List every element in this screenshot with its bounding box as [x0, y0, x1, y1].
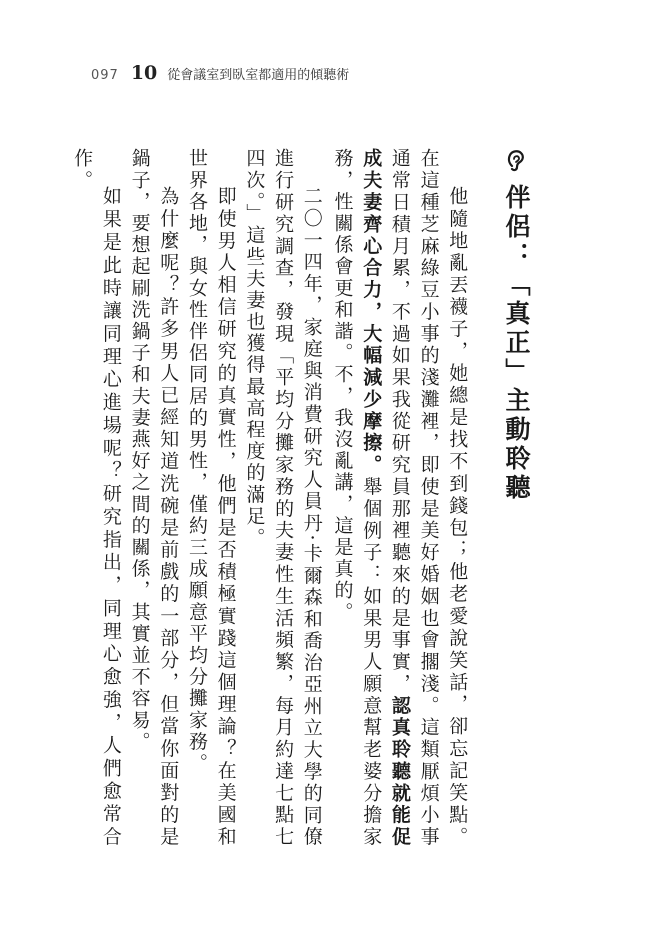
- running-header: [91, 62, 349, 88]
- paragraph-1: [328, 148, 472, 848]
- paragraph-5: 如果是此時讓同理心進場呢？研究指出，同理心愈強，人們愈常合作。: [71, 148, 122, 848]
- page-number: 097: [91, 68, 119, 83]
- paragraph-1-text-a: 他隨地亂丟襪子，她總是找不到錢包；他老愛說笑話，卻忘記笑點。在這種芝麻綠豆小事的淺灘裡，即使是美好婚姻也會擱淺。這類厭煩小事通常日積月累，不過如果我從研究員那裡聽來的是事實，: [388, 148, 469, 848]
- paragraph-4: 為什麼呢？許多男人已經知道洗碗是前戲的一部分，但當你面對的是鍋子，要想起刷洗鍋子和夫妻燕好之間的關係，其實並不容易。: [128, 148, 180, 848]
- paragraph-1-text-b: 舉個例子：如果男人願意幫老婆分擔家務，性關係會更和諧。不，我沒亂講，這是真的。: [331, 148, 383, 849]
- chapter-title: 從會議室到臥室都適用的傾聽術: [167, 68, 350, 83]
- paragraph-3: 即使男人相信研究的真實性，他們是否積極實踐這個理論？在美國和世界各地，與女性伴侶同居的男性，僅約三成願意平均分攤家務。: [185, 148, 237, 848]
- paragraph-2: 二〇一四年，家庭與消費研究人員丹·卡爾森和喬治亞州立大學的同僚進行研究調查，發現「平均分攤家務的夫妻性生活頻繁，每月約達七點七四次。」這些夫妻也獲得最高程度的滿足。: [243, 148, 323, 848]
- section-heading: [501, 148, 530, 848]
- section-heading-text: 伴侶：「真正」主動聆聽: [502, 184, 531, 503]
- page-body: [71, 148, 531, 849]
- ear-icon: [503, 148, 529, 174]
- chapter-number: 10: [130, 62, 158, 84]
- paragraph-1-bold: 認真聆聽就能促成夫妻齊心合力，大幅減少摩擦。: [360, 148, 411, 849]
